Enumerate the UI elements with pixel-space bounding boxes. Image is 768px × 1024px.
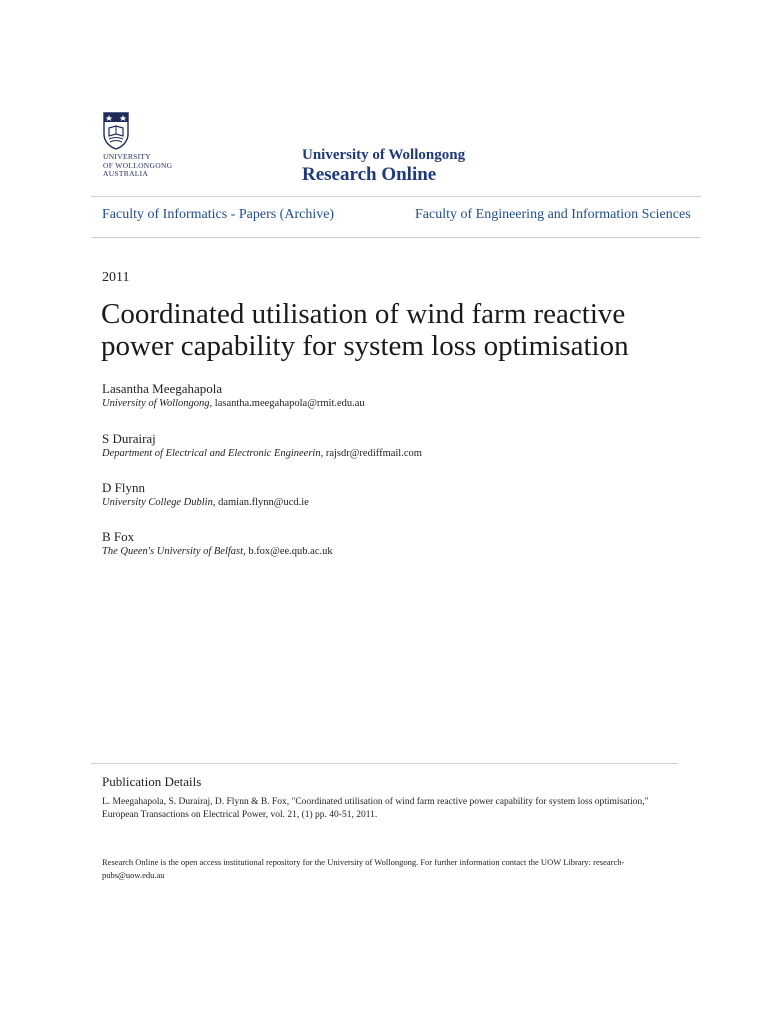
- author-institution: University College Dublin: [102, 497, 213, 508]
- logo-line-2: OF WOLLONGONG: [103, 160, 173, 170]
- brand-repository-name: Research Online: [302, 164, 437, 185]
- logo-wordmark: [103, 153, 172, 179]
- author-name: Lasantha Meegahapola: [102, 381, 223, 396]
- publication-year: 2011: [102, 270, 130, 285]
- header-divider-bottom: [91, 237, 701, 238]
- author-name: D Flynn: [102, 480, 145, 495]
- university-crest-icon: [103, 112, 129, 150]
- paper-title: Coordinated utilisation of wind farm reactive power capability for system loss optimisation: [101, 298, 629, 362]
- author-name: S Durairaj: [102, 431, 156, 446]
- author-entry: [102, 431, 422, 461]
- author-email: , b.fox@ee.qub.ac.uk: [243, 546, 333, 557]
- faculty-informatics-link[interactable]: Faculty of Informatics - Papers (Archive): [102, 207, 335, 222]
- author-email: , rajsdr@rediffmail.com: [320, 448, 422, 459]
- author-affiliation: [102, 447, 422, 461]
- header-divider-top: [91, 196, 701, 197]
- brand-university-name: University of Wollongong: [302, 147, 466, 163]
- faculty-engineering-link[interactable]: Faculty of Engineering and Information Sciences: [415, 207, 691, 222]
- author-email: , damian.flynn@ucd.ie: [212, 497, 309, 508]
- author-entry: [102, 381, 365, 411]
- university-logo: [101, 112, 191, 182]
- author-entry: [102, 480, 309, 510]
- repository-notice: Research Online is the open access institutional repository for the University of Wollongong. For further information contact the UOW Library: research-pubs@uow.edu.au: [102, 857, 625, 880]
- author-institution: University of Wollongong: [102, 398, 210, 409]
- author-affiliation: [102, 545, 333, 559]
- author-affiliation: [102, 397, 365, 411]
- publication-details-text: L. Meegahapola, S. Durairaj, D. Flynn & B. Fox, "Coordinated utilisation of wind farm reactive power capability for system loss optimisation," European Transactions on Electrical Power, vol. 21, (1) pp. 40-51, 2011.: [102, 797, 649, 820]
- research-online-brand[interactable]: [302, 146, 465, 186]
- author-entry: [102, 529, 333, 559]
- author-institution: The Queen's University of Belfast: [102, 546, 244, 557]
- publication-divider: [91, 763, 678, 764]
- author-affiliation: [102, 496, 309, 510]
- logo-line-3: AUSTRALIA: [103, 169, 149, 178]
- publication-details-heading: Publication Details: [102, 774, 202, 789]
- author-name: B Fox: [102, 529, 135, 544]
- logo-line-1: UNIVERSITY: [103, 152, 151, 161]
- author-institution: Department of Electrical and Electronic Engineerin: [102, 448, 321, 459]
- author-email: , lasantha.meegahapola@rmit.edu.au: [209, 398, 365, 409]
